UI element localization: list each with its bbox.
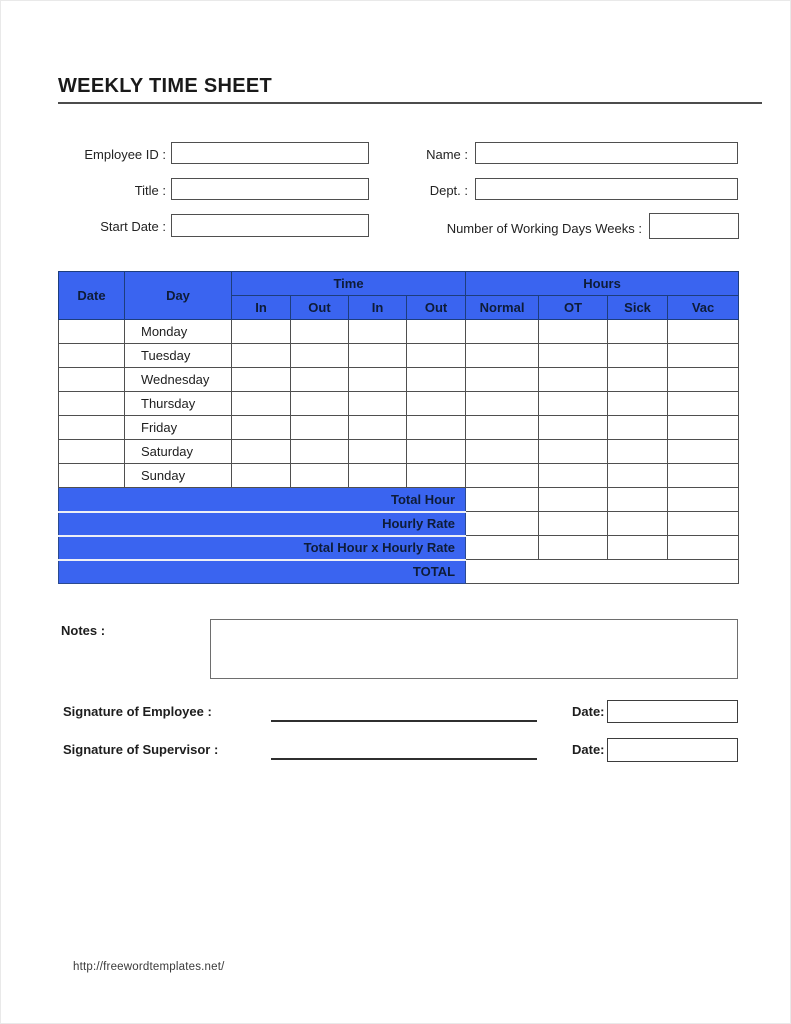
- employee-date-field[interactable]: [607, 700, 738, 723]
- hours-cell[interactable]: [668, 320, 739, 344]
- hourly-rate-cell[interactable]: [466, 512, 539, 536]
- hours-cell[interactable]: [466, 464, 539, 488]
- hours-cell[interactable]: [608, 464, 668, 488]
- time-cell[interactable]: [407, 320, 466, 344]
- time-cell[interactable]: [407, 464, 466, 488]
- employee-id-field[interactable]: [171, 142, 369, 164]
- summary-row-grand-total: [59, 560, 739, 584]
- table-row: [59, 440, 739, 464]
- total-x-rate-cell[interactable]: [539, 536, 608, 560]
- time-cell[interactable]: [349, 344, 407, 368]
- working-days-label: Number of Working Days Weeks :: [446, 221, 642, 236]
- date-cell[interactable]: [59, 392, 125, 416]
- time-cell[interactable]: [407, 416, 466, 440]
- col-header-in-2: In: [349, 296, 407, 320]
- hours-cell[interactable]: [539, 416, 608, 440]
- hours-cell[interactable]: [668, 344, 739, 368]
- header-row-groups: [59, 272, 739, 296]
- col-group-hours: Hours: [466, 272, 739, 296]
- time-cell[interactable]: [407, 344, 466, 368]
- hours-cell[interactable]: [539, 320, 608, 344]
- col-header-day: Day: [125, 272, 232, 320]
- col-header-vac: Vac: [668, 296, 739, 320]
- total-hour-label: Total Hour: [59, 488, 466, 512]
- timesheet-table: [58, 271, 739, 584]
- summary-row-hourly-rate: [59, 512, 739, 536]
- hourly-rate-cell[interactable]: [539, 512, 608, 536]
- employee-date-label: Date:: [572, 704, 605, 719]
- day-cell: Saturday: [125, 440, 232, 464]
- time-cell[interactable]: [349, 392, 407, 416]
- name-label: Name :: [426, 147, 468, 162]
- hours-cell[interactable]: [608, 416, 668, 440]
- day-cell: Thursday: [125, 392, 232, 416]
- supervisor-date-field[interactable]: [607, 738, 738, 762]
- signature-supervisor-line[interactable]: [271, 758, 537, 760]
- time-cell[interactable]: [407, 440, 466, 464]
- hours-cell[interactable]: [466, 440, 539, 464]
- time-cell[interactable]: [349, 320, 407, 344]
- page-title: WEEKLY TIME SHEET: [58, 75, 273, 97]
- date-cell[interactable]: [59, 320, 125, 344]
- time-cell[interactable]: [232, 320, 291, 344]
- hours-cell[interactable]: [539, 344, 608, 368]
- col-header-out-1: Out: [291, 296, 349, 320]
- hours-cell[interactable]: [608, 320, 668, 344]
- date-cell[interactable]: [59, 464, 125, 488]
- start-date-field[interactable]: [171, 214, 369, 237]
- name-field[interactable]: [475, 142, 738, 164]
- time-cell[interactable]: [232, 464, 291, 488]
- time-cell[interactable]: [407, 392, 466, 416]
- summary-row-total-x-rate: [59, 536, 739, 560]
- hours-cell[interactable]: [608, 440, 668, 464]
- time-cell[interactable]: [291, 392, 349, 416]
- hours-cell[interactable]: [668, 440, 739, 464]
- hours-cell[interactable]: [466, 368, 539, 392]
- col-header-sick: Sick: [608, 296, 668, 320]
- hours-cell[interactable]: [466, 416, 539, 440]
- footer-url-link[interactable]: http://freewordtemplates.net/: [73, 961, 225, 973]
- dept-field[interactable]: [475, 178, 738, 200]
- date-cell[interactable]: [59, 344, 125, 368]
- total-hour-cell[interactable]: [466, 488, 539, 512]
- day-cell: Monday: [125, 320, 232, 344]
- time-cell[interactable]: [349, 368, 407, 392]
- timesheet-table-wrap: [58, 271, 739, 584]
- title-field[interactable]: [171, 178, 369, 200]
- title-divider: [58, 102, 762, 104]
- employee-id-label: Employee ID :: [84, 147, 166, 162]
- time-cell[interactable]: [291, 416, 349, 440]
- signature-supervisor-label: Signature of Supervisor :: [63, 742, 219, 757]
- col-header-date: Date: [59, 272, 125, 320]
- grand-total-cell[interactable]: [466, 560, 739, 584]
- table-row: [59, 416, 739, 440]
- date-cell[interactable]: [59, 368, 125, 392]
- notes-field[interactable]: [210, 619, 738, 679]
- time-cell[interactable]: [232, 392, 291, 416]
- hours-cell[interactable]: [668, 392, 739, 416]
- table-row: [59, 368, 739, 392]
- date-cell[interactable]: [59, 440, 125, 464]
- time-cell[interactable]: [291, 344, 349, 368]
- time-cell[interactable]: [291, 368, 349, 392]
- notes-label: Notes :: [61, 623, 106, 638]
- time-cell[interactable]: [232, 440, 291, 464]
- hourly-rate-label: Hourly Rate: [59, 512, 466, 536]
- hours-cell[interactable]: [608, 392, 668, 416]
- col-header-normal: Normal: [466, 296, 539, 320]
- total-hour-cell[interactable]: [608, 488, 668, 512]
- time-cell[interactable]: [232, 368, 291, 392]
- time-cell[interactable]: [291, 320, 349, 344]
- hours-cell[interactable]: [466, 344, 539, 368]
- hours-cell[interactable]: [466, 392, 539, 416]
- supervisor-date-label: Date:: [572, 742, 605, 757]
- summary-row-total-hour: [59, 488, 739, 512]
- time-cell[interactable]: [291, 464, 349, 488]
- grand-total-label: TOTAL: [59, 560, 466, 584]
- table-row: [59, 344, 739, 368]
- day-cell: Sunday: [125, 464, 232, 488]
- title-label: Title :: [134, 183, 166, 198]
- day-cell: Wednesday: [125, 368, 232, 392]
- time-cell[interactable]: [349, 416, 407, 440]
- table-row: [59, 464, 739, 488]
- dept-label: Dept. :: [429, 183, 468, 198]
- col-header-out-2: Out: [407, 296, 466, 320]
- hours-cell[interactable]: [539, 368, 608, 392]
- total-x-rate-cell[interactable]: [466, 536, 539, 560]
- time-cell[interactable]: [349, 464, 407, 488]
- hours-cell[interactable]: [608, 344, 668, 368]
- start-date-label: Start Date :: [100, 219, 166, 234]
- hours-cell[interactable]: [608, 368, 668, 392]
- day-cell: Friday: [125, 416, 232, 440]
- hours-cell[interactable]: [539, 440, 608, 464]
- total-x-rate-label: Total Hour x Hourly Rate: [59, 536, 466, 560]
- working-days-field[interactable]: [649, 213, 739, 239]
- hours-cell[interactable]: [668, 464, 739, 488]
- day-cell: Tuesday: [125, 344, 232, 368]
- time-cell[interactable]: [407, 368, 466, 392]
- time-cell[interactable]: [291, 440, 349, 464]
- total-x-rate-cell[interactable]: [668, 536, 739, 560]
- table-row: [59, 392, 739, 416]
- hours-cell[interactable]: [539, 464, 608, 488]
- total-hour-cell[interactable]: [539, 488, 608, 512]
- signature-employee-line[interactable]: [271, 720, 537, 722]
- col-header-in-1: In: [232, 296, 291, 320]
- total-x-rate-cell[interactable]: [608, 536, 668, 560]
- time-cell[interactable]: [349, 440, 407, 464]
- signature-employee-label: Signature of Employee :: [63, 704, 212, 719]
- date-cell[interactable]: [59, 416, 125, 440]
- hours-cell[interactable]: [539, 392, 608, 416]
- hourly-rate-cell[interactable]: [608, 512, 668, 536]
- hours-cell[interactable]: [466, 320, 539, 344]
- time-cell[interactable]: [232, 344, 291, 368]
- table-row: [59, 320, 739, 344]
- time-cell[interactable]: [232, 416, 291, 440]
- hourly-rate-cell[interactable]: [668, 512, 739, 536]
- col-header-ot: OT: [539, 296, 608, 320]
- hours-cell[interactable]: [668, 416, 739, 440]
- col-group-time: Time: [232, 272, 466, 296]
- total-hour-cell[interactable]: [668, 488, 739, 512]
- hours-cell[interactable]: [668, 368, 739, 392]
